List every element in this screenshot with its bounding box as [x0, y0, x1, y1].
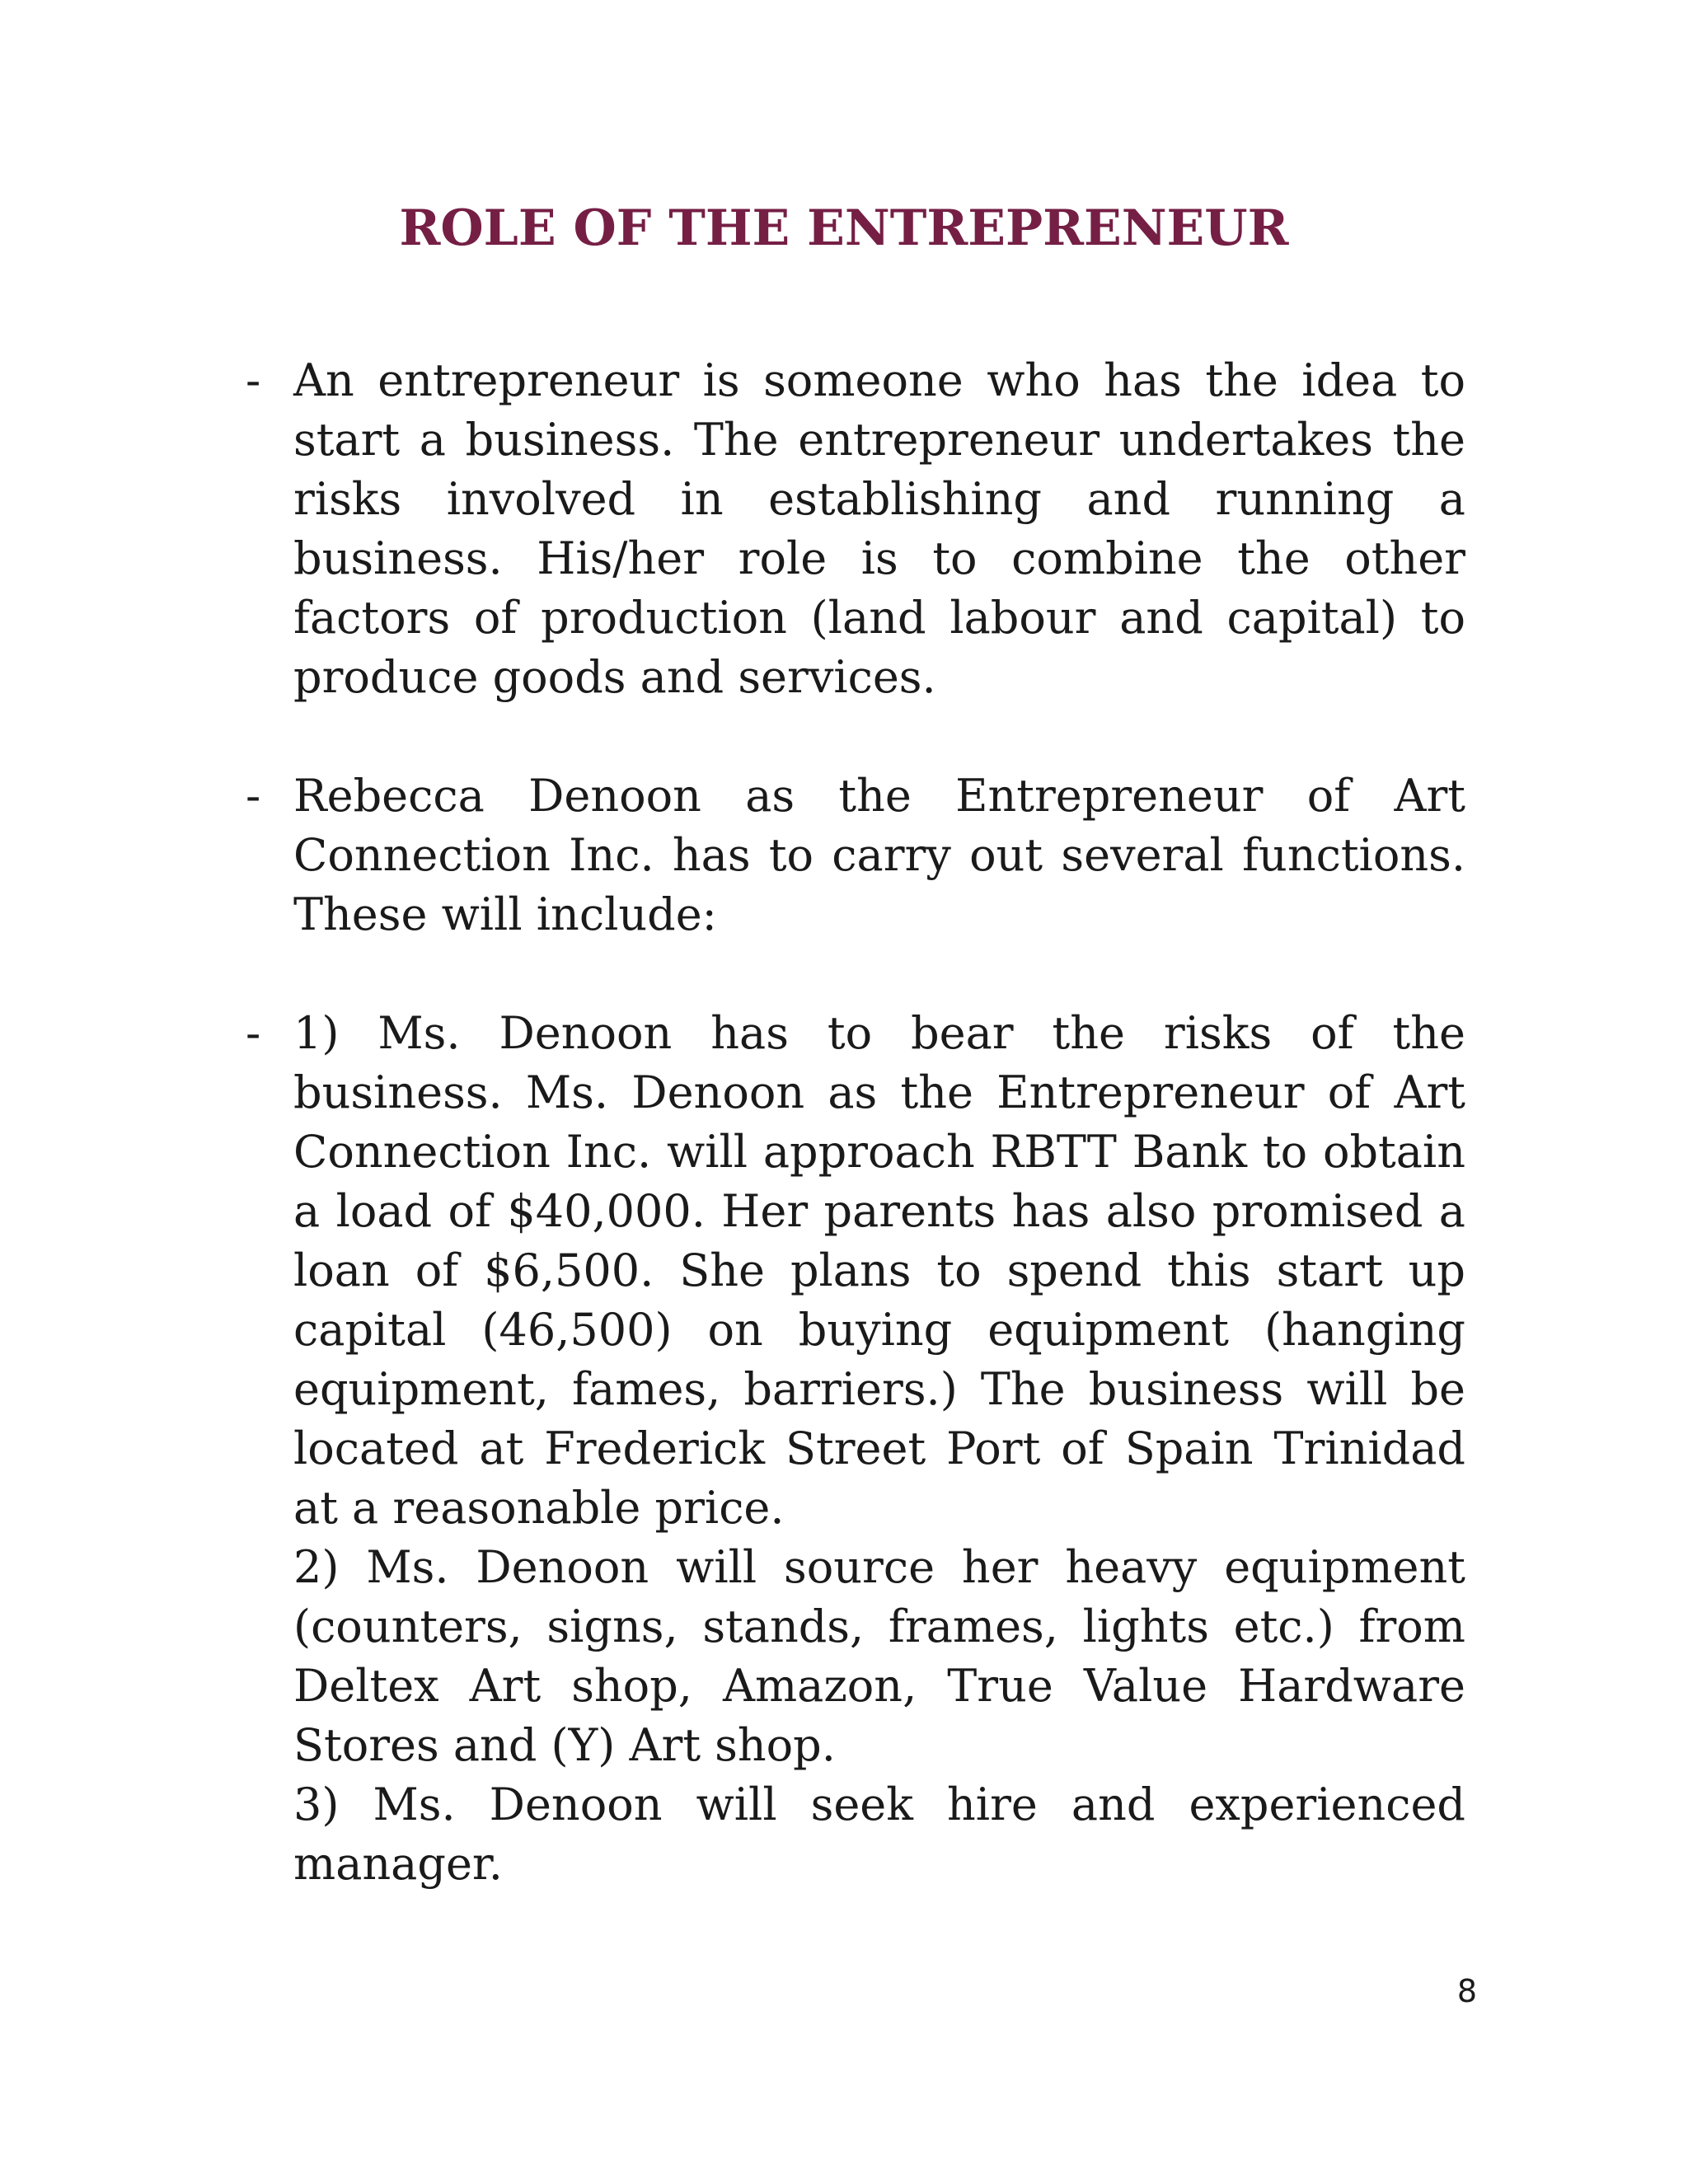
- paragraph-function-3: 3) Ms. Denoon will seek hire and experienced manager.: [293, 1779, 1465, 1890]
- page-title: ROLE OF THE ENTREPRENEUR: [399, 199, 1289, 257]
- list-item-numbered-functions: [246, 1004, 1465, 1894]
- paragraph-definition: An entrepreneur is someone who has the idea to start a business. The entrepreneur undertakes the risks involved in establishing and running a business. His/her role is to combine the other factors of production (land labour and capital) to produce goods and services.: [293, 354, 1465, 703]
- page-number: 8: [1456, 1973, 1477, 2009]
- paragraph-functions-intro: Rebecca Denoon as the Entrepreneur of Art Connection Inc. has to carry out several functions. These will include:: [293, 770, 1465, 940]
- paragraph-function-1: 1) Ms. Denoon has to bear the risks of the business. Ms. Denoon as the Entrepreneur of Art Connection Inc. will approach RBTT Bank to obtain a load of $40,000. Her parents has also promised a loan of $6,500. She plans to spend this start up capital (46,500) on buying equipment (hanging equipment, fames, barriers.) The business will be located at Frederick Street Port of Spain Trinidad at a reasonable price.: [293, 1007, 1465, 1534]
- bullet-marker: -: [246, 1007, 261, 1059]
- bullet-list: [246, 351, 1465, 1894]
- bullet-marker: -: [246, 354, 261, 406]
- list-item-definition: [246, 351, 1465, 707]
- list-item-functions-intro: [246, 766, 1465, 944]
- bullet-marker: -: [246, 770, 261, 822]
- paragraph-function-2: 2) Ms. Denoon will source her heavy equipment (counters, signs, stands, frames, lights etc.) from Deltex Art shop, Amazon, True Value Hardware Stores and (Y) Art shop.: [293, 1541, 1465, 1771]
